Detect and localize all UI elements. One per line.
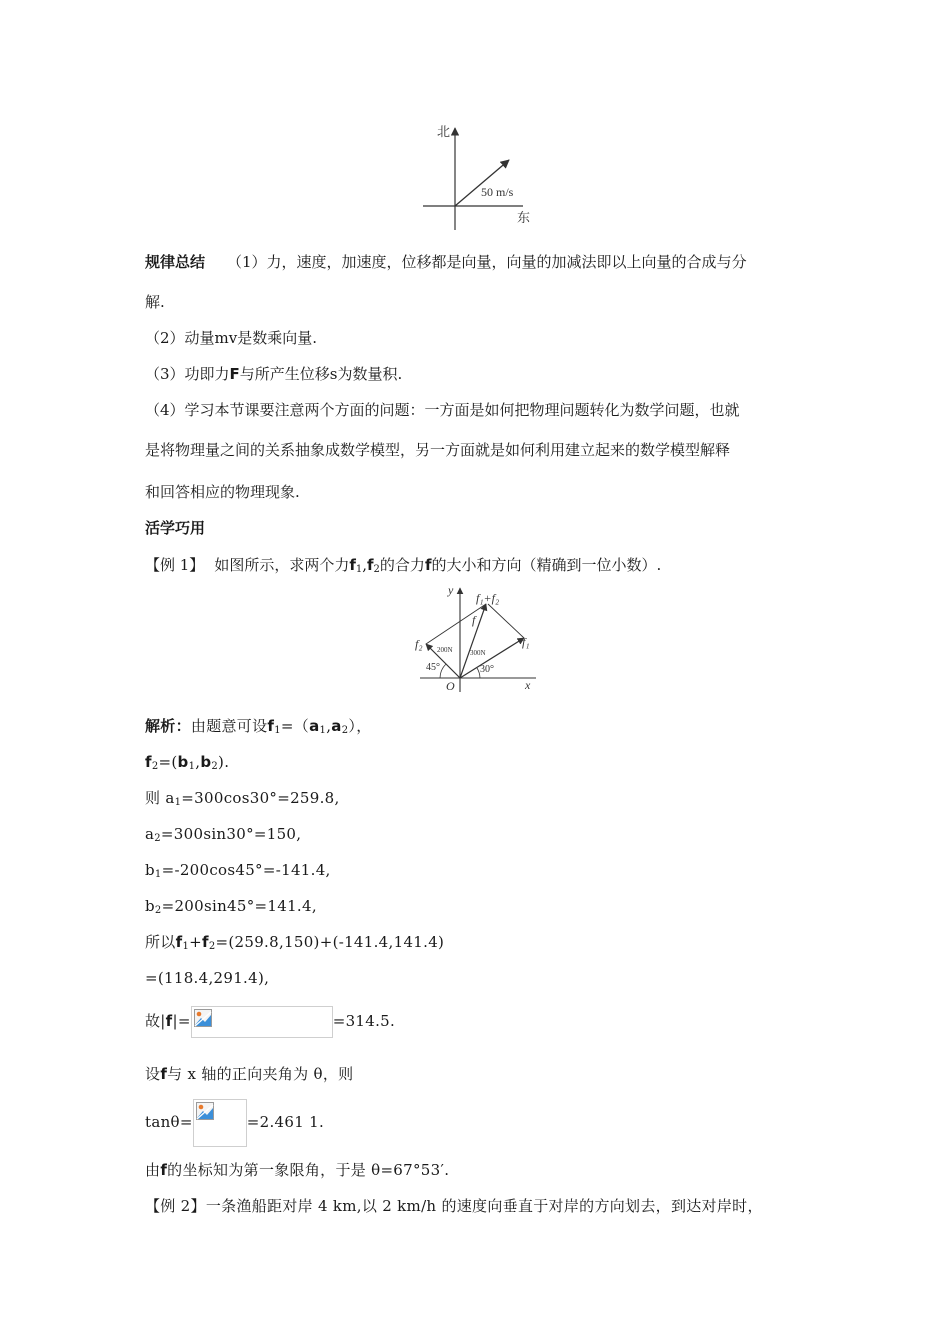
solution-l5-b: =-200cos45°=-141.4, (161, 861, 331, 879)
solution-l2-sub: 2 (151, 761, 159, 772)
solution-l2-b1sub: 1 (188, 761, 196, 772)
solution-l2-b1: b (177, 753, 189, 771)
solution-l1-c: ）， (348, 717, 372, 735)
summary-p4-cont1: 是将物理量之间的关系抽象成数学模型，另一方面就是如何利用建立起来的数学模型解释 (145, 441, 731, 459)
summary-p3-a: （3）功即力 (145, 365, 230, 383)
summary-p3-b: 与所产生位移s为数量积. (239, 365, 403, 383)
solution-l2-a: =( (158, 753, 178, 771)
solution-l3-b: =300cos30°=259.8, (181, 789, 340, 807)
f-symbol: f (424, 556, 432, 574)
solution-l2-comma: , (195, 753, 201, 771)
f1-symbol: f (349, 556, 356, 574)
example1-q-b: 的合力 (379, 556, 425, 574)
summary-p1-cont: 解. (145, 293, 165, 311)
solution-l2-end: ). (218, 753, 230, 771)
summary-p2: （2）动量mv是数乘向量. (145, 329, 318, 347)
summary-line-4-cont1 (145, 440, 730, 460)
solution-line-2 (145, 752, 229, 772)
solution-l1-a1: a (309, 717, 320, 735)
solution-line-4 (145, 824, 301, 844)
angle-30: 30° (480, 664, 494, 675)
solution-l8: =(118.4,291.4), (145, 969, 270, 987)
origin-label: O (446, 679, 455, 693)
solution-l7-f2sub: 2 (208, 941, 216, 952)
solution-line-11 (145, 1098, 324, 1148)
east-label: 东 (517, 210, 531, 225)
tangent-fraction-image (193, 1099, 247, 1147)
broken-image-icon (196, 1102, 214, 1120)
solution-l2-b2sub: 2 (211, 761, 219, 772)
velocity-diagram (415, 118, 545, 233)
solution-line-6 (145, 896, 317, 916)
solution-l10-f: f (160, 1065, 168, 1083)
x-label: x (525, 678, 531, 692)
solution-l1-b: =（ (280, 717, 310, 735)
solution-l9-a: 故| (145, 1012, 166, 1030)
example2-line (145, 1196, 763, 1216)
solution-l11-b: =2.461 1. (246, 1113, 325, 1131)
example1-comma: , (362, 556, 368, 574)
solution-line-12 (145, 1160, 449, 1180)
north-label: 北 (437, 124, 451, 139)
summary-line-1-cont (145, 292, 165, 312)
solution-line-1 (145, 716, 372, 736)
f1-subscript: 1 (355, 564, 363, 575)
solution-l7-f2: f (201, 933, 209, 951)
example1-q-a: 如图所示，求两个力 (214, 556, 350, 574)
solution-l7-plus: + (189, 933, 202, 951)
solution-l1-a: 由题意可设 (190, 717, 268, 735)
solution-l4-b: =300sin30°=150, (160, 825, 302, 843)
example1-q-c: 的大小和方向（精确到一位小数）. (431, 556, 662, 574)
summary-line-2 (145, 328, 317, 348)
solution-l3-a: 则 a (145, 789, 175, 807)
solution-l9-b: |= (172, 1012, 191, 1030)
summary-line-4 (145, 400, 740, 420)
summary-line-4-cont2 (145, 482, 300, 502)
f-label: f (472, 613, 476, 627)
solution-title: 解析： (145, 717, 191, 735)
speed-label: 50 m/s (481, 185, 514, 199)
solution-l4-sub: 2 (154, 833, 161, 844)
solution-l6-sub: 2 (154, 905, 162, 916)
solution-line-3 (145, 788, 340, 808)
angle-45: 45° (426, 662, 440, 673)
magnitude-formula-image (191, 1006, 333, 1038)
force-symbol: F (229, 365, 240, 383)
solution-l10-a: 设 (145, 1065, 161, 1083)
solution-l5-sub: 1 (154, 869, 162, 880)
summary-p4: （4）学习本节课要注意两个方面的问题：一方面是如何把物理问题转化为数学问题，也就 (145, 401, 740, 419)
parallelogram-side-1 (426, 604, 486, 644)
example1-label: 【例 1】 (145, 556, 205, 574)
solution-l7-a: 所以 (145, 933, 176, 951)
solution-l10-b: 与 x 轴的正向夹角为 θ，则 (167, 1065, 354, 1083)
solution-l1-a2: a (331, 717, 342, 735)
solution-line-5 (145, 860, 331, 880)
example2-label: 【例 2】 (145, 1197, 206, 1215)
solution-line-10 (145, 1064, 353, 1084)
solution-line-9 (145, 1006, 395, 1038)
f1-label: f₁ (522, 635, 530, 649)
solution-l2-b2: b (200, 753, 212, 771)
solution-l11-a: tanθ= (145, 1113, 193, 1131)
solution-l1-a2sub: 2 (341, 725, 349, 736)
solution-l4-a: a (145, 825, 155, 843)
solution-l3-sub: 1 (174, 797, 182, 808)
broken-image-icon (194, 1009, 212, 1027)
summary-heading: 规律总结 (145, 253, 206, 271)
force-200n: 200N (437, 646, 453, 654)
solution-l6-a: b (145, 897, 155, 915)
solution-l6-b: =200sin45°=141.4, (161, 897, 317, 915)
solution-l7-f1: f (175, 933, 183, 951)
sum-label: f₁+f₂ (476, 591, 500, 605)
force-diagram (412, 582, 542, 694)
velocity-vector (455, 160, 509, 206)
solution-line-7 (145, 932, 444, 952)
angle-arc-45 (440, 664, 446, 678)
f2-subscript: 2 (373, 564, 380, 575)
solution-l2-f: f (145, 753, 152, 771)
parallelogram-side-2 (488, 604, 524, 638)
summary-line-3 (145, 364, 402, 384)
solution-l1-a1sub: 1 (319, 725, 327, 736)
summary-line-1 (145, 252, 747, 272)
solution-line-8 (145, 968, 269, 988)
solution-l5-a: b (145, 861, 155, 879)
solution-l12-f: f (160, 1161, 168, 1179)
solution-l12-a: 由 (145, 1161, 161, 1179)
solution-l7-f1sub: 1 (182, 941, 190, 952)
solution-l12-b: 的坐标知为第一象限角，于是 θ=67°53′. (167, 1161, 450, 1179)
y-label: y (448, 583, 454, 597)
f2-symbol: f (367, 556, 374, 574)
practice-heading: 活学巧用 (145, 519, 206, 537)
solution-l1-sub: 1 (274, 725, 281, 736)
example2-text: 一条渔船距对岸 4 km,以 2 km/h 的速度向垂直于对岸的方向划去，到达对岸时， (205, 1197, 763, 1215)
solution-l1-comma: , (326, 717, 332, 735)
solution-l1-f: f (267, 717, 275, 735)
summary-p1: （1）力，速度，加速度，位移都是向量，向量的加减法即以上向量的合成与分 (227, 253, 747, 271)
summary-p4-cont2: 和回答相应的物理现象. (145, 483, 300, 501)
f2-label: f₂ (415, 637, 423, 651)
solution-l9-f: f (165, 1012, 173, 1030)
force-300n: 300N (470, 649, 486, 657)
solution-l9-c: =314.5. (332, 1012, 396, 1030)
example1-question (145, 555, 661, 575)
solution-l7-b: =(259.8,150)+(-141.4,141.4) (215, 933, 445, 951)
